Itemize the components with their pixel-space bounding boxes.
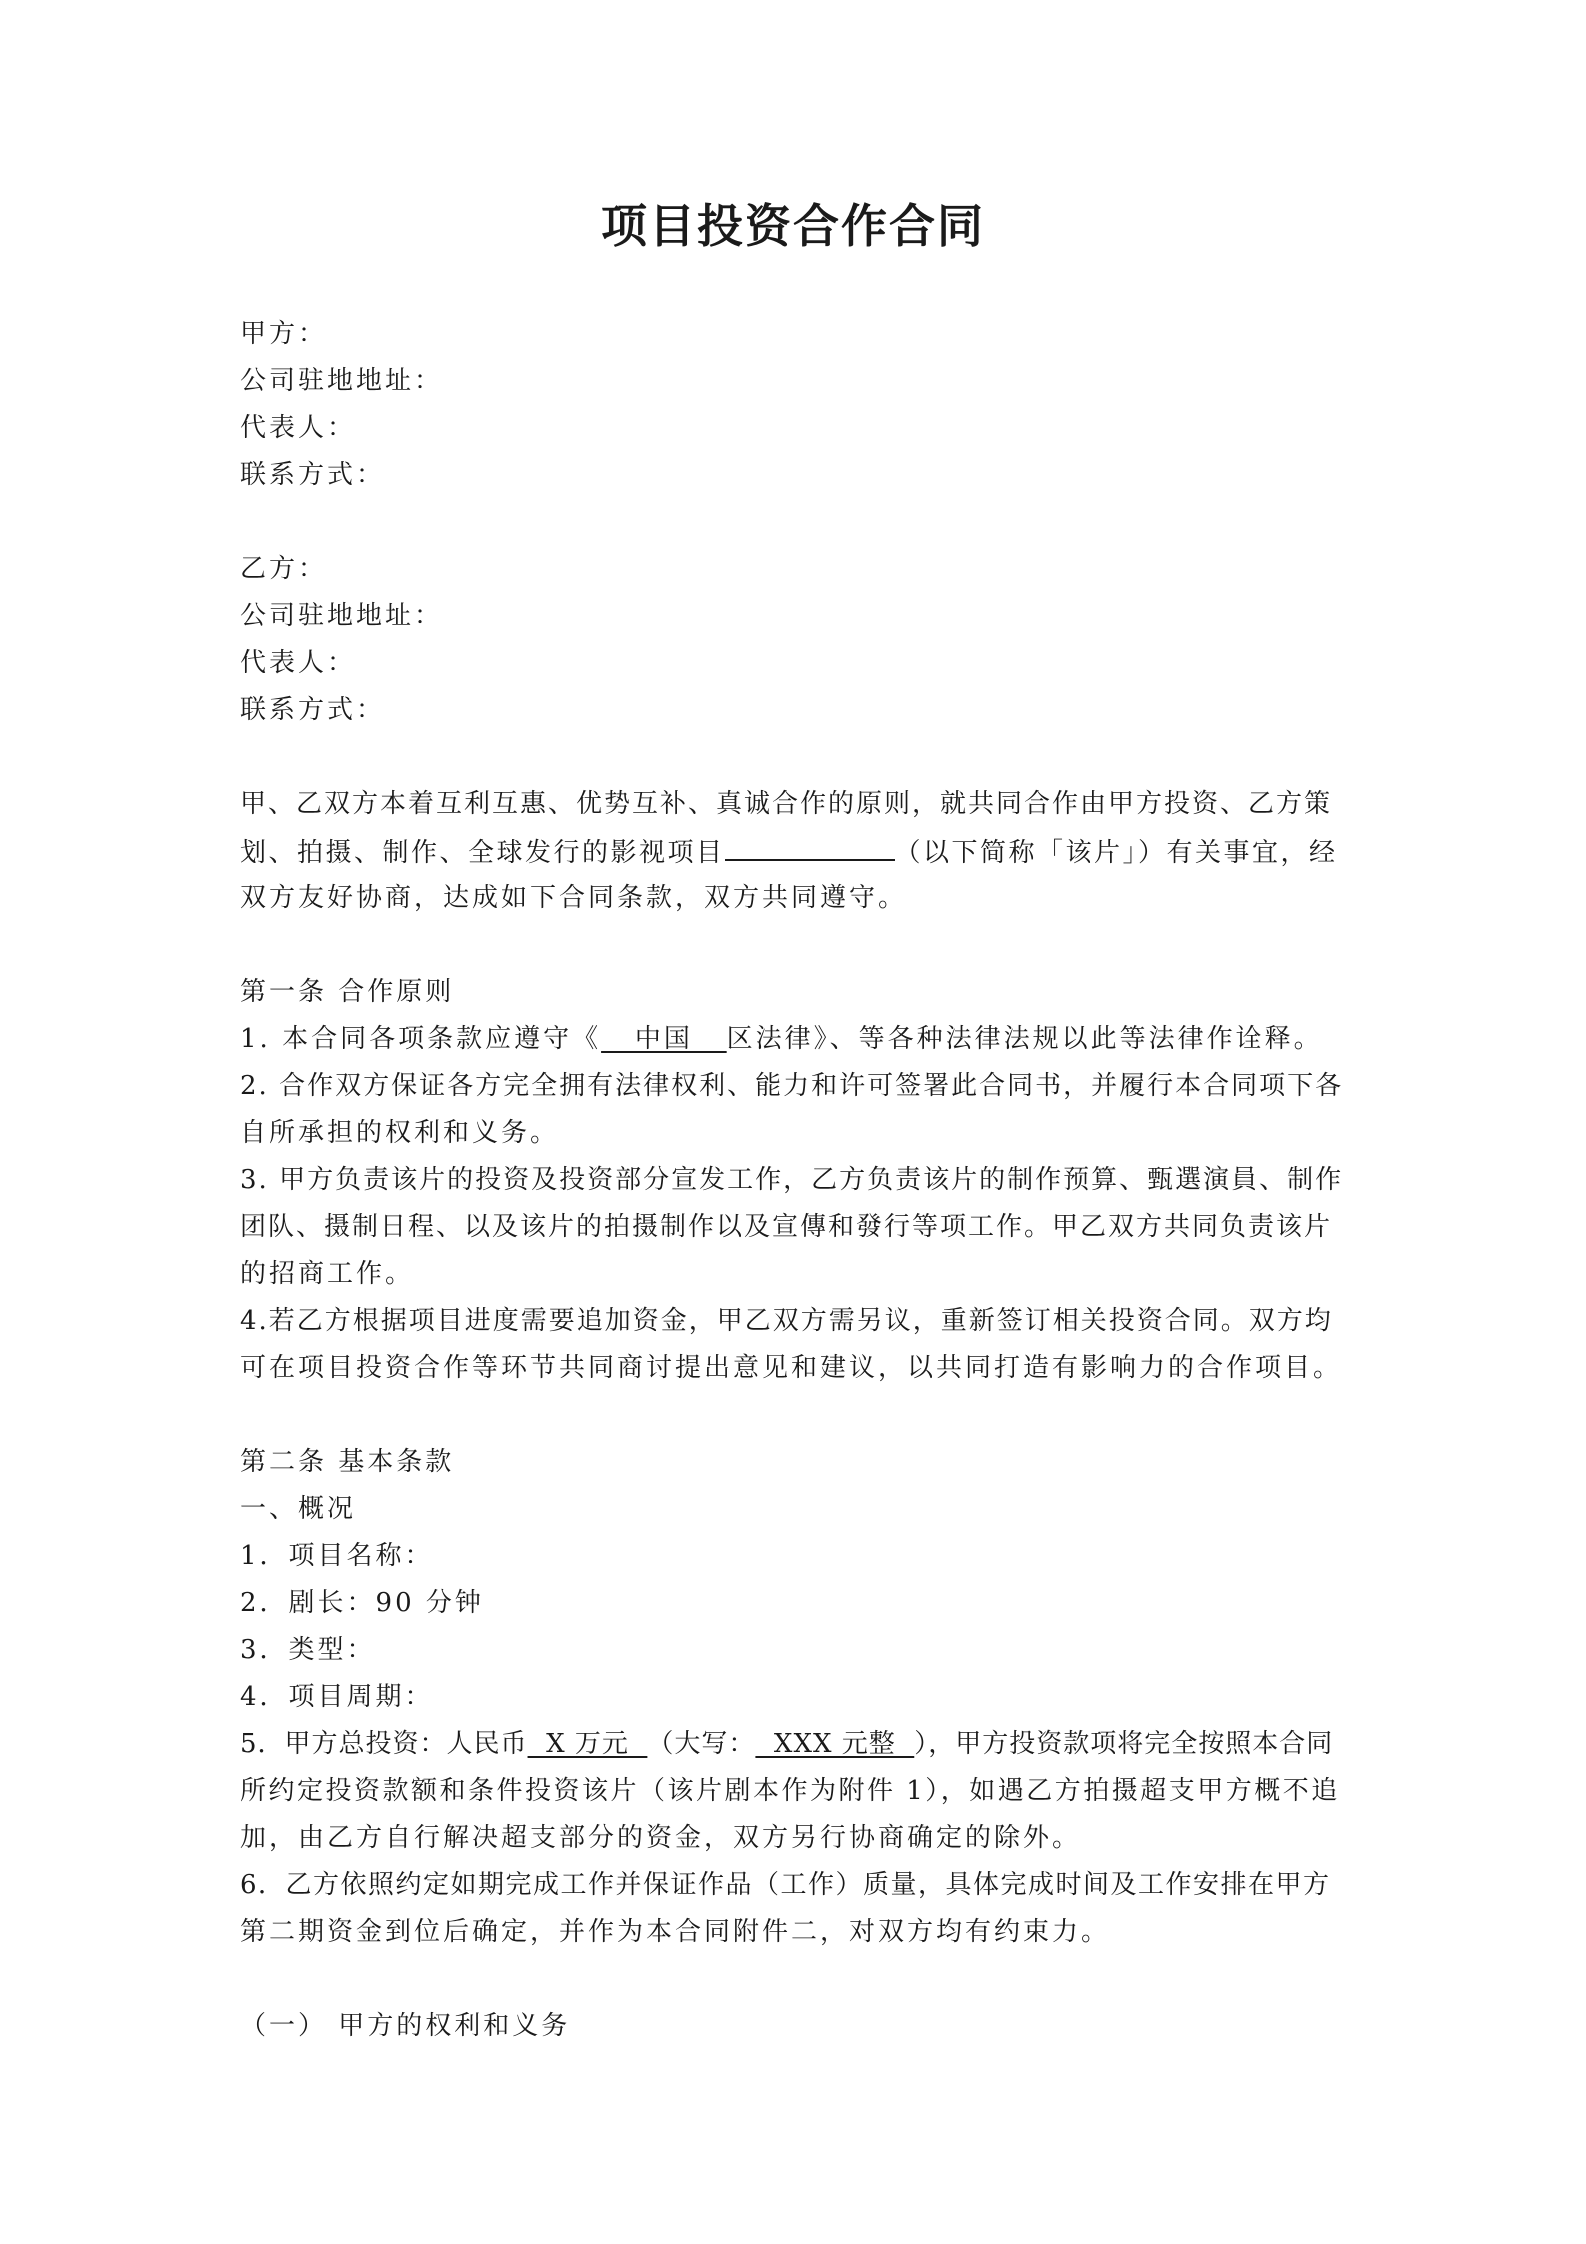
party-a-rights-heading: （一） 甲方的权利和义务 [240, 2011, 571, 2041]
duration-item: 2．剧长：90 分钟 [240, 1588, 484, 1618]
article-1-item-3-line-1: 3. 甲方负责该片的投资及投资部分宣发工作，乙方负责该片的制作预算、甄選演員、制作 [240, 1165, 1344, 1195]
total-investment-line-1 [240, 1728, 1350, 1760]
party-a-rep: 代表人： [240, 413, 357, 443]
intro-line-2-a: 划、拍摄、制作、全球发行的影视项目 [240, 838, 725, 868]
total-investment-c: ），甲方投资款项将完全按照本合同 [914, 1729, 1334, 1759]
party-b-contact: 联系方式： [240, 695, 386, 725]
total-investment-b: （大写： [647, 1729, 756, 1759]
total-investment-line-2: 所约定投资款额和条件投资该片（该片剧本作为附件 1），如遇乙方拍摄超支甲方概不追 [240, 1776, 1340, 1806]
article-1-item-1-a: 1. 本合同各项条款应遵守《 [240, 1024, 602, 1054]
party-b-address: 公司驻地地址： [240, 601, 444, 631]
project-name-item: 1．项目名称： [240, 1541, 434, 1571]
genre-item: 3．类型： [240, 1635, 376, 1665]
party-b-label: 乙方： [240, 554, 328, 584]
party-a-label: 甲方： [240, 319, 328, 349]
item-6-line-2: 第二期资金到位后确定，并作为本合同附件二，对双方均有约束力。 [240, 1917, 1111, 1947]
intro-line-2-b: （以下简称「该片」）有关事宜，经 [894, 838, 1338, 868]
intro-line-2 [240, 835, 1350, 869]
article-1-item-3-line-3: 的招商工作。 [240, 1259, 415, 1289]
party-b-rep: 代表人： [240, 648, 357, 678]
article-2-subheading-overview: 一、概况 [240, 1494, 357, 1524]
project-period-item: 4．项目周期： [240, 1682, 434, 1712]
party-a-contact: 联系方式： [240, 460, 386, 490]
article-1-item-1 [240, 1023, 1350, 1055]
investment-amount-field: X 万元 [527, 1729, 648, 1759]
total-investment-a: 5．甲方总投资：人民币 [240, 1729, 528, 1759]
total-investment-line-3: 加，由乙方自行解决超支部分的资金，双方另行协商确定的除外。 [240, 1823, 1082, 1853]
project-name-blank [725, 835, 895, 861]
region-field: 中国 [601, 1024, 727, 1054]
article-1-item-4-line-2: 可在项目投资合作等环节共同商讨提出意见和建议，以共同打造有影响力的合作项目。 [240, 1353, 1343, 1383]
item-6-line-1: 6．乙方依照约定如期完成工作并保证作品（工作）质量，具体完成时间及工作安排在甲方 [240, 1870, 1331, 1900]
article-2-heading: 第二条 基本条款 [240, 1447, 455, 1477]
document-title: 项目投资合作合同 [601, 199, 985, 253]
article-1-item-4-line-1: 4.若乙方根据项目进度需要追加资金，甲乙双方需另议，重新签订相关投资合同。双方均 [240, 1306, 1333, 1336]
article-1-item-2-line-1: 2. 合作双方保证各方完全拥有法律权利、能力和许可签署此合同书，并履行本合同项下各 [240, 1071, 1344, 1101]
intro-line-3: 双方友好协商，达成如下合同条款，双方共同遵守。 [240, 883, 908, 913]
article-1-item-3-line-2: 团队、摄制日程、以及该片的拍摄制作以及宣傳和發行等项工作。甲乙双方共同负责该片 [240, 1212, 1333, 1242]
investment-amount-words-field: XXX 元整 [755, 1729, 915, 1759]
article-1-item-1-b: 区法律》、等各种法律法规以此等法律作诠释。 [726, 1024, 1323, 1054]
party-a-address: 公司驻地地址： [240, 366, 444, 396]
article-1-heading: 第一条 合作原则 [240, 977, 455, 1007]
intro-line-1: 甲、乙双方本着互利互惠、优势互补、真诚合作的原则，就共同合作由甲方投资、乙方策 [240, 789, 1333, 819]
article-1-item-2-line-2: 自所承担的权利和义务。 [240, 1118, 560, 1148]
